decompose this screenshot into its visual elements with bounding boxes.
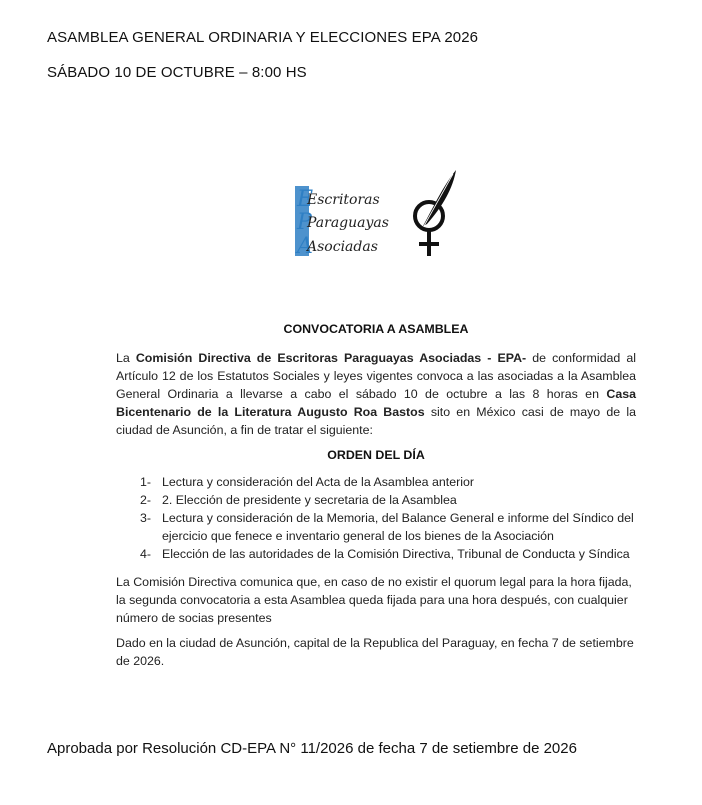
agenda-title: ORDEN DEL DÍA [327, 448, 425, 462]
agenda-item [140, 473, 636, 491]
header-title: ASAMBLEA GENERAL ORDINARIA Y ELECCIONES EPA 2026 [47, 29, 479, 46]
logo-line-escritoras: Escritoras [307, 192, 380, 208]
intro-text-post: sito en México casi de mayo de la ciudad de Asunción, a fin de tratar el siguiente: [116, 405, 636, 437]
intro-venue-name: Casa Bicentenario de la Literatura Augusto Roa Bastos [116, 387, 636, 419]
agenda-item-text: 2. Elección de presidente y secretaria de la Asamblea [162, 493, 457, 507]
date-paragraph: Dado en la ciudad de Asunción, capital de la Republica del Paraguay, en fecha 7 de setiembre de 2026. [116, 636, 634, 668]
convocatoria-title: CONVOCATORIA A ASAMBLEA [283, 322, 469, 336]
agenda-item-text: Elección de las autoridades de la Comisión Directiva, Tribunal de Conducta y Síndica [162, 547, 630, 561]
agenda-item [140, 545, 636, 563]
quill-in-venus-symbol-icon [415, 170, 456, 256]
agenda-list [140, 473, 636, 563]
logo-initial-a: A [297, 234, 313, 259]
header-date: SÁBADO 10 DE OCTUBRE – 8:00 HS [47, 64, 307, 81]
agenda-item-text: Lectura y consideración de la Memoria, del Balance General e informe del Síndico del ejercicio que fenece e inventario general de los bienes de la Asociación [162, 511, 634, 543]
approval-footer: Aprobada por Resolución CD-EPA N° 11/2026 de fecha 7 de setiembre de 2026 [47, 740, 577, 757]
logo-line-paraguayas: Paraguayas [307, 215, 389, 231]
intro-commission-name: Comisión Directiva de Escritoras Paraguayas Asociadas - EPA- [135, 351, 527, 365]
intro-text-mid: de conformidad al Artículo 12 de los Estatutos Sociales y leyes vigentes convoca a las asociadas a la Asamblea General Ordinaria a llevarse a cabo el sábado 10 de octubre a las 8 horas en [116, 351, 636, 401]
agenda-item-number: 3- [140, 511, 152, 525]
quorum-paragraph: La Comisión Directiva comunica que, en caso de no existir el quorum legal para la hora fijada, la segunda convocatoria a esta Asamblea queda fijada para una hora después, con cualquier número de socias presentes [116, 575, 632, 625]
epa-logo [293, 168, 463, 260]
convocatoria-intro [116, 349, 636, 439]
agenda-item-number: 2- [140, 493, 152, 507]
logo-line-asociadas: Asociadas [307, 239, 378, 255]
agenda-item [140, 491, 636, 509]
intro-text-pre: La [116, 351, 136, 365]
logo-initial-e: E [297, 187, 314, 212]
agenda-item-number: 1- [140, 475, 152, 489]
agenda-item [140, 509, 636, 545]
logo-initial-p: P [297, 210, 312, 235]
agenda-item-text: Lectura y consideración del Acta de la Asamblea anterior [162, 475, 475, 489]
agenda-item-number: 4- [140, 547, 152, 561]
